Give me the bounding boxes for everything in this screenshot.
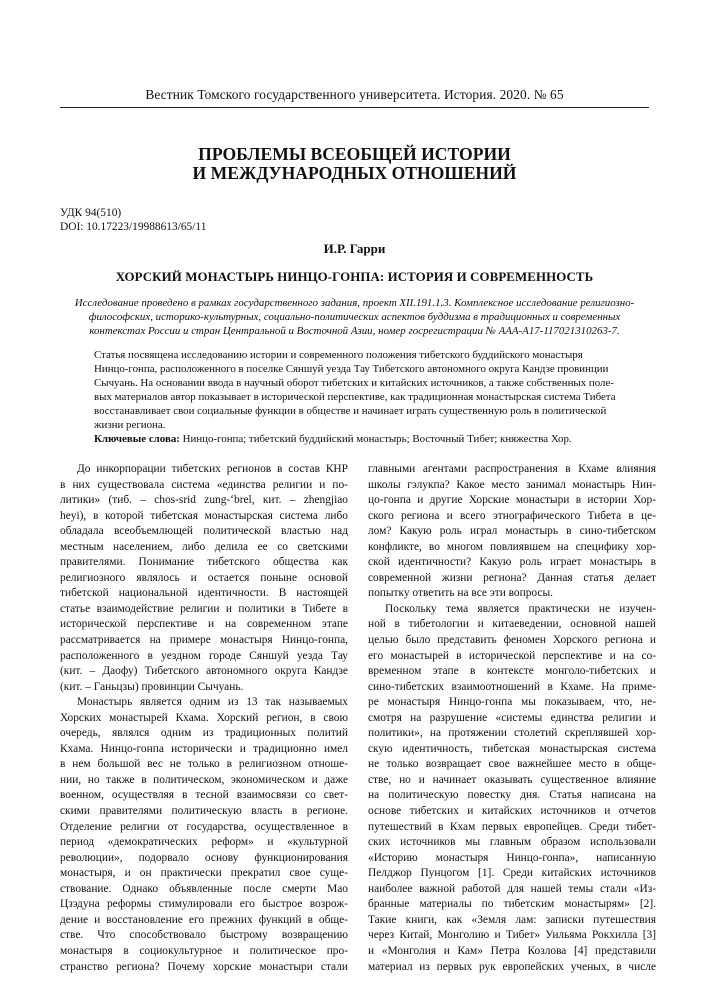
body-text-line: Монастырь является одним из 13 так называемых bbox=[77, 696, 348, 709]
funding-line: философских, историко-культурных, социально-политических аспектов буддизма в традиционных и современных bbox=[88, 311, 621, 323]
funding-line: контекстах России и стран Центральной и Восточной Азии, номер госрегистрации № АAA-A17-117021310263-7. bbox=[89, 325, 620, 337]
running-head: Вестник Томского государственного университета. История. 2020. № 65 bbox=[145, 87, 564, 102]
body-text-line: бранные материалы по тибетским монастырям» [2]. bbox=[368, 898, 656, 911]
body-text-line: его монастырей в исторической перспективе и на со- bbox=[368, 649, 656, 662]
body-text-line: тибетской национальной идентичности. В настоящей bbox=[60, 587, 348, 600]
body-text-line: ской идентичности? Какую роль играет монастырь в bbox=[368, 556, 656, 569]
body-text-line: исторической перспективе и на современном этапе bbox=[60, 618, 348, 631]
body-text-line: материал из первых рук европейских ученых, в числе bbox=[368, 960, 656, 973]
article-title: ХОРСКИЙ МОНАСТЫРЬ НИНЦО-ГОНПА: ИСТОРИЯ И СОВРЕМЕННОСТЬ bbox=[115, 270, 594, 284]
body-text-line: скими правителями политическую власть в регионе. bbox=[60, 805, 348, 818]
body-text-line: попытку ответить на все эти вопросы. bbox=[368, 587, 553, 600]
body-text-line: ствование. Однако объявленные после смерти Мао bbox=[60, 882, 348, 895]
body-text-line: местным населением, либо делила ее со светскими bbox=[60, 540, 348, 553]
body-text-line: правителями. Понимание тибетского общества как bbox=[60, 556, 348, 569]
body-text-line: на политическую повестку дня. Статья написана на bbox=[368, 789, 656, 802]
body-text-line: революции», подорвало основу функционирования bbox=[60, 851, 348, 864]
body-text-line: и «Монголия и Кам» Петра Козлова [4] представили bbox=[368, 944, 656, 957]
body-text-line: рассматривается на примере монастыря Нинцо-гонпа, bbox=[60, 634, 348, 647]
body-text-line: скую идентичность, тибетская монастырская система bbox=[368, 742, 656, 755]
body-text-line: Поскольку тема является практически не изучен- bbox=[385, 602, 656, 615]
body-text-line: лом? Какую роль играл монастырь в сино-тибетском bbox=[368, 525, 656, 538]
header-rule bbox=[60, 107, 649, 108]
body-text-line: очередь, являлся одним из традиционных политий bbox=[60, 727, 348, 740]
body-text-line: путешествий в Кхам первых европейцев. Среди тибет- bbox=[368, 820, 656, 833]
funding-line: Исследование проведено в рамках государственного задания, проект XII.191.1.3. Комплексное исследование религиозно- bbox=[74, 297, 635, 309]
body-text-line: стве, но и начинает оказывать существенное влияние bbox=[368, 773, 656, 786]
doi: DOI: 10.17223/19988613/65/11 bbox=[60, 221, 207, 233]
keywords-text: Нинцо-гонпа; тибетский буддийский монастырь; Восточный Тибет; княжества Хор. bbox=[179, 433, 572, 445]
body-text-line: Кхама. Нинцо-гонпа исторически и традиционно имел bbox=[60, 742, 348, 755]
body-text-line: странство региона? Почему хорские монастыри стали bbox=[60, 960, 348, 973]
body-text-line: период «демократических реформ» и «культурной bbox=[60, 836, 348, 849]
body-text-line: статье взаимодействие религии и политики в Тибете в bbox=[60, 602, 348, 615]
body-text-line: ной в тибетологии и китаеведении, основной нашей bbox=[368, 618, 656, 631]
body-text-line: в нем большой вес не только в религиозном отноше- bbox=[60, 758, 348, 771]
body-text-line: нии, но также в политическом, экономическом и даже bbox=[60, 773, 348, 786]
body-text-line: (кит. – Ганьцзы) провинции Сычуань. bbox=[60, 680, 244, 693]
body-text-line: расположенного в уездном городе Сяншуй уезда Тау bbox=[60, 649, 348, 662]
body-text-line: монастыря, и он практически прекратил свое суще- bbox=[60, 867, 348, 880]
body-text-line: современной жизни региона? Данная статья делает bbox=[368, 571, 656, 584]
body-text-line: ре монастыря Нинцо-гонпа мы показываем, что, не- bbox=[368, 696, 656, 709]
abstract-line: Статья посвящена исследованию истории и современного положения тибетского буддийского монастыря bbox=[94, 349, 583, 361]
body-text-line: военном, осуществляя в тесной взаимосвязи со свет- bbox=[60, 789, 348, 802]
body-text-line: главными агентами распространения в Кхаме влияния bbox=[368, 463, 656, 475]
body-text-line: ского региона и всего этнографического Тибета в це- bbox=[368, 509, 656, 522]
abstract-line: жизни региона. bbox=[94, 419, 166, 431]
body-text-line: религиозного являлось и остается поныне основой bbox=[60, 571, 348, 584]
body-text-line: ских источников мы главным образом использовали bbox=[368, 836, 656, 849]
body-text-line: литики» (тиб. – chos-srid zung-‘brel, кит. – zhengjiao bbox=[60, 494, 348, 507]
abstract-line: вых материалов автор показывает в исторической перспективе, как традиционная монастырская система Тибета bbox=[94, 391, 616, 403]
body-text-line: Хорских монастырей Кхама. Хорский регион, в свою bbox=[60, 711, 348, 724]
body-text-line: не только возвращает свое важнейшее место в обще- bbox=[368, 758, 656, 771]
section-title bbox=[0, 145, 709, 183]
abstract-line: Нинцо-гонпа, расположенного в поселке Сяншуй уезда Тау Тибетского автономного округа Кандзе провинции bbox=[94, 363, 609, 375]
keywords bbox=[94, 432, 645, 446]
body-text-line: монастыря в социокультурное и политическое про- bbox=[60, 944, 348, 957]
article-metadata bbox=[60, 206, 206, 234]
funding-note bbox=[60, 296, 649, 338]
body-text-line: дение и восстановление его прежних функций в обще- bbox=[60, 913, 348, 926]
abstract-line: Сычуань. На основании ввода в научный оборот тибетских и китайских источников, а также собственных поле- bbox=[94, 377, 614, 389]
body-text-line: (кит. – Даофу) Тибетского автономного округа Кандзе bbox=[60, 665, 348, 678]
body-text-line: временном этапе в контексте монголо-тибетских и bbox=[368, 665, 656, 678]
body-text-line: целью было представить феномен Хорского региона и bbox=[368, 634, 656, 647]
section-title-line-1: ПРОБЛЕМЫ ВСЕОБЩЕЙ ИСТОРИИ bbox=[198, 144, 511, 164]
body-text-line: «Историю монастыря Нинцо-гонпа», написанную bbox=[368, 851, 656, 864]
udk-code: УДК 94(510) bbox=[60, 207, 122, 219]
body-text-line: Пелджор Пунцогом [1]. Среди китайских источников bbox=[368, 867, 656, 880]
body-text-line: цо-гонпа и другие Хорские монастыри в истории Хор- bbox=[368, 494, 656, 507]
body-text-line: Отделение религии от государства, осуществленное в bbox=[60, 820, 348, 833]
body-text-line: основе тибетских и китайских источников и отчетов bbox=[368, 805, 656, 818]
body-text-line: Цзэдуна реформы стимулировали его быстрое возрож- bbox=[60, 898, 348, 911]
body-text-line: школы гэлукпа? Какое место занимал монастырь Нин- bbox=[368, 478, 656, 491]
body-text-line: обладала всеобъемлющей политической властью над bbox=[60, 525, 348, 538]
body-column-left bbox=[60, 462, 348, 975]
body-text-line: сино-тибетских взаимоотношений в Кхаме. На приме- bbox=[368, 680, 656, 693]
abstract-text bbox=[94, 348, 645, 432]
body-text-line: через Китай, Монголию и Тибет» Уильяма Рокхилла [3] bbox=[368, 929, 656, 942]
section-title-line-2: И МЕЖДУНАРОДНЫХ ОТНОШЕНИЙ bbox=[192, 163, 517, 183]
body-text-line: наиболее важной работой для нашей темы стали «Из- bbox=[368, 882, 656, 895]
body-text-line: конфликте, во многом повлиявшем на специфику хор- bbox=[368, 540, 656, 553]
keywords-label: Ключевые слова: bbox=[94, 433, 180, 445]
body-column-right bbox=[368, 462, 656, 975]
body-text-line: политики», на протяжении столетий скреплявшей хор- bbox=[368, 727, 656, 740]
body-text-line: Такие книги, как «Земля лам: записки путешествия bbox=[368, 913, 656, 926]
abstract-line: восстанавливает свои социальные функции в обществе и начинает играть существенную роль в политической bbox=[94, 405, 607, 417]
abstract bbox=[94, 348, 645, 446]
body-text-line: стве. Что способствовало быстрому возвращению bbox=[60, 929, 348, 942]
body-text-line: смотря на разрушение «системы единства религии и bbox=[368, 711, 656, 724]
body-text-line: heyi), в которой тибетская монастырская система либо bbox=[60, 509, 348, 522]
body-text-line: До инкорпорации тибетских регионов в состав КНР bbox=[77, 463, 348, 475]
author-name: И.Р. Гарри bbox=[323, 241, 386, 256]
body-text-line: в них существовала система «единства религии и по- bbox=[60, 478, 348, 491]
